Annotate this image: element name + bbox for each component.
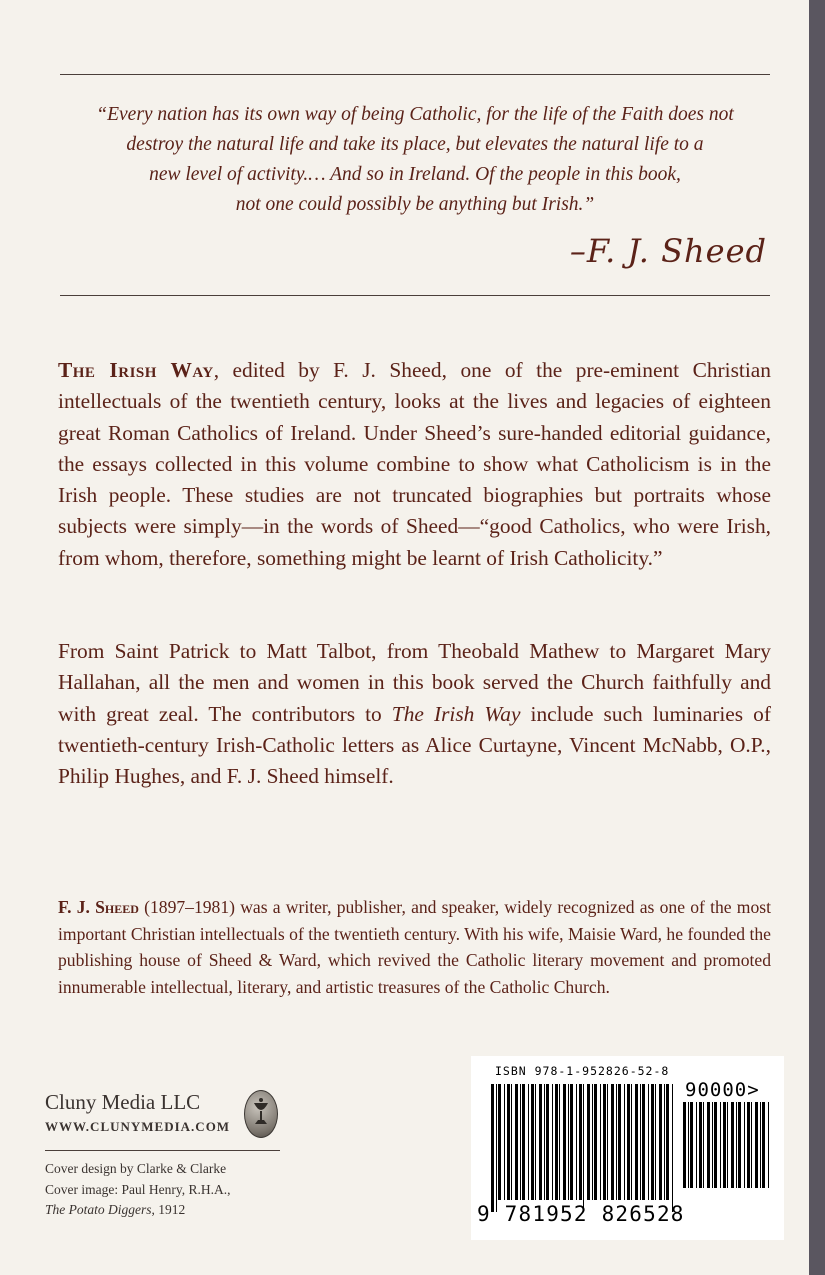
- cover-credits: [45, 1159, 230, 1221]
- barcode-bar: [731, 1102, 734, 1188]
- barcode-bar: [504, 1084, 505, 1200]
- epigraph-quote: [60, 100, 770, 220]
- barcode-bar: [712, 1102, 713, 1188]
- barcode-bar: [535, 1084, 536, 1200]
- barcode-bar: [703, 1102, 704, 1188]
- barcode-bar: [707, 1102, 710, 1188]
- barcode-bar: [511, 1084, 512, 1200]
- barcode-bar: [642, 1084, 645, 1200]
- cover-design-credit: Cover design by Clarke & Clarke: [45, 1161, 227, 1176]
- top-rule: [60, 74, 770, 75]
- quote-line: new level of activity.… And so in Ireland. Of the people in this book,: [149, 164, 681, 185]
- barcode-bar: [727, 1102, 728, 1188]
- barcode-bar: [751, 1102, 752, 1188]
- quote-attribution: –F. J. Sheed: [569, 232, 767, 270]
- barcode-bar: [568, 1084, 569, 1200]
- barcode-bar: [555, 1084, 558, 1200]
- quote-line: “Every nation has its own way of being Catholic, for the life of the Faith does not: [96, 104, 734, 125]
- description-paragraph-2: [58, 636, 771, 792]
- barcode-bar: [690, 1102, 693, 1188]
- barcode-digits: 9 781952 826528: [477, 1202, 685, 1226]
- barcode-bar: [672, 1084, 673, 1212]
- barcode-bar: [755, 1102, 758, 1188]
- barcode-bar: [683, 1102, 686, 1188]
- barcode-bar: [696, 1102, 697, 1188]
- description-text: , edited by F. J. Sheed, one of the pre-eminent Christian intellectuals of the twentieth century, looks at the lives and legacies of eighteen great Roman Catholics of Ireland. Under Sheed’s sure-handed editorial guidance, the essays collected in this volume combine to show what Catholicism is in the Irish people. These studies are not truncated biographies but portraits whose subjects were simply—in the words of Sheed—“good Catholics, who were Irish, from whom, therefore, something might be learnt of Irish Catholicity.”: [58, 358, 771, 570]
- barcode-bar: [552, 1084, 553, 1200]
- isbn-barcode: [491, 1084, 679, 1212]
- barcode-bar: [723, 1102, 726, 1188]
- barcode-bar: [688, 1102, 689, 1188]
- barcode-bar: [600, 1084, 601, 1200]
- barcode-bar: [699, 1102, 702, 1188]
- barcode-bar: [594, 1084, 597, 1200]
- barcode-bar: [583, 1084, 584, 1212]
- barcode-bar: [592, 1084, 593, 1200]
- chalice-seal-icon: [244, 1090, 278, 1138]
- barcode-bar: [576, 1084, 577, 1200]
- barcode-bar: [624, 1084, 625, 1200]
- quote-line: not one could possibly be anything but Irish.”: [235, 194, 595, 215]
- painting-year: , 1912: [151, 1202, 186, 1217]
- publisher-name: Cluny Media LLC: [45, 1090, 201, 1114]
- description-paragraph-1: [58, 355, 771, 574]
- barcode-bar: [528, 1084, 529, 1200]
- barcode-bar: [714, 1102, 717, 1188]
- painting-title: The Potato Diggers: [45, 1202, 152, 1217]
- barcode-bar: [640, 1084, 641, 1200]
- barcode-bar: [760, 1102, 761, 1188]
- bio-text: (1897–1981) was a writer, publisher, and speaker, widely recognized as one of the most important Christian intellectuals of the twentieth century. With his wife, Maisie Ward, he founded the publishing house of Sheed & Ward, which revived the Catholic literary movement and promoted innumerable intellectual, literary, and artistic treasures of the Catholic Church.: [58, 897, 771, 997]
- barcode-bar: [544, 1084, 545, 1200]
- barcode-bar: [498, 1084, 501, 1200]
- publisher-website: WWW.CLUNYMEDIA.COM: [45, 1119, 231, 1134]
- barcode-bar: [738, 1102, 741, 1188]
- barcode-bar: [659, 1084, 662, 1200]
- spine-edge: [809, 0, 825, 1275]
- barcode-bar: [587, 1084, 590, 1200]
- author-name: F. J. Sheed: [58, 897, 139, 917]
- barcode-bar: [520, 1084, 521, 1200]
- barcode-bar: [762, 1102, 765, 1188]
- barcode-bar: [655, 1084, 656, 1200]
- publisher-divider: [45, 1150, 280, 1151]
- barcode-bar: [720, 1102, 721, 1188]
- barcode-bar: [570, 1084, 573, 1200]
- barcode-bar: [616, 1084, 617, 1200]
- cover-image-credit: Cover image: Paul Henry, R.H.A.,: [45, 1181, 231, 1197]
- barcode-bar: [631, 1084, 632, 1200]
- barcode-bar: [736, 1102, 737, 1188]
- barcode-bar: [515, 1084, 518, 1200]
- barcode-bar: [507, 1084, 510, 1200]
- barcode-bar: [648, 1084, 649, 1200]
- book-title: The Irish Way: [58, 358, 214, 382]
- description-text: From Saint Patrick to Matt Talbot, from Theobald Mathew to Margaret Mary Hallahan, all the men and women in this book served the Church faithfully and with great zeal. The contributors to: [58, 639, 771, 726]
- barcode-bar: [491, 1084, 494, 1212]
- book-title-italic: The Irish Way: [391, 701, 521, 726]
- barcode-bar: [664, 1084, 665, 1200]
- barcode-bar: [546, 1084, 549, 1200]
- barcode-panel: [471, 1056, 784, 1240]
- barcode-bar: [607, 1084, 608, 1200]
- barcode-bar: [559, 1084, 560, 1200]
- barcode-bar: [666, 1084, 669, 1200]
- barcode-bar: [744, 1102, 745, 1188]
- barcode-bar: [579, 1084, 582, 1200]
- barcode-bar: [635, 1084, 638, 1200]
- barcode-bar: [522, 1084, 525, 1200]
- barcode-bar: [611, 1084, 614, 1200]
- barcode-bar: [496, 1084, 497, 1212]
- barcode-bar: [651, 1084, 654, 1200]
- barcode-bar: [627, 1084, 630, 1200]
- barcode-bar: [539, 1084, 542, 1200]
- description-text: include such luminaries of twentieth-century Irish-Catholic letters as Alice Curtayne, Vincent McNabb, O.P., Philip Hughes, and F. J. Sheed himself.: [58, 701, 771, 789]
- barcode-bar: [747, 1102, 750, 1188]
- barcode-bar: [768, 1102, 769, 1188]
- barcode-bar: [563, 1084, 566, 1200]
- barcode-bar: [531, 1084, 534, 1200]
- quote-line: destroy the natural life and take its place, but elevates the natural life to a: [126, 134, 704, 155]
- price-barcode: [683, 1102, 775, 1210]
- bottom-rule: [60, 295, 770, 296]
- isbn-label: ISBN 978-1-952826-52-8: [495, 1064, 670, 1078]
- barcode-bar: [618, 1084, 621, 1200]
- barcode-bar: [603, 1084, 606, 1200]
- author-bio: [58, 894, 771, 1000]
- price-code: 90000>: [685, 1079, 760, 1101]
